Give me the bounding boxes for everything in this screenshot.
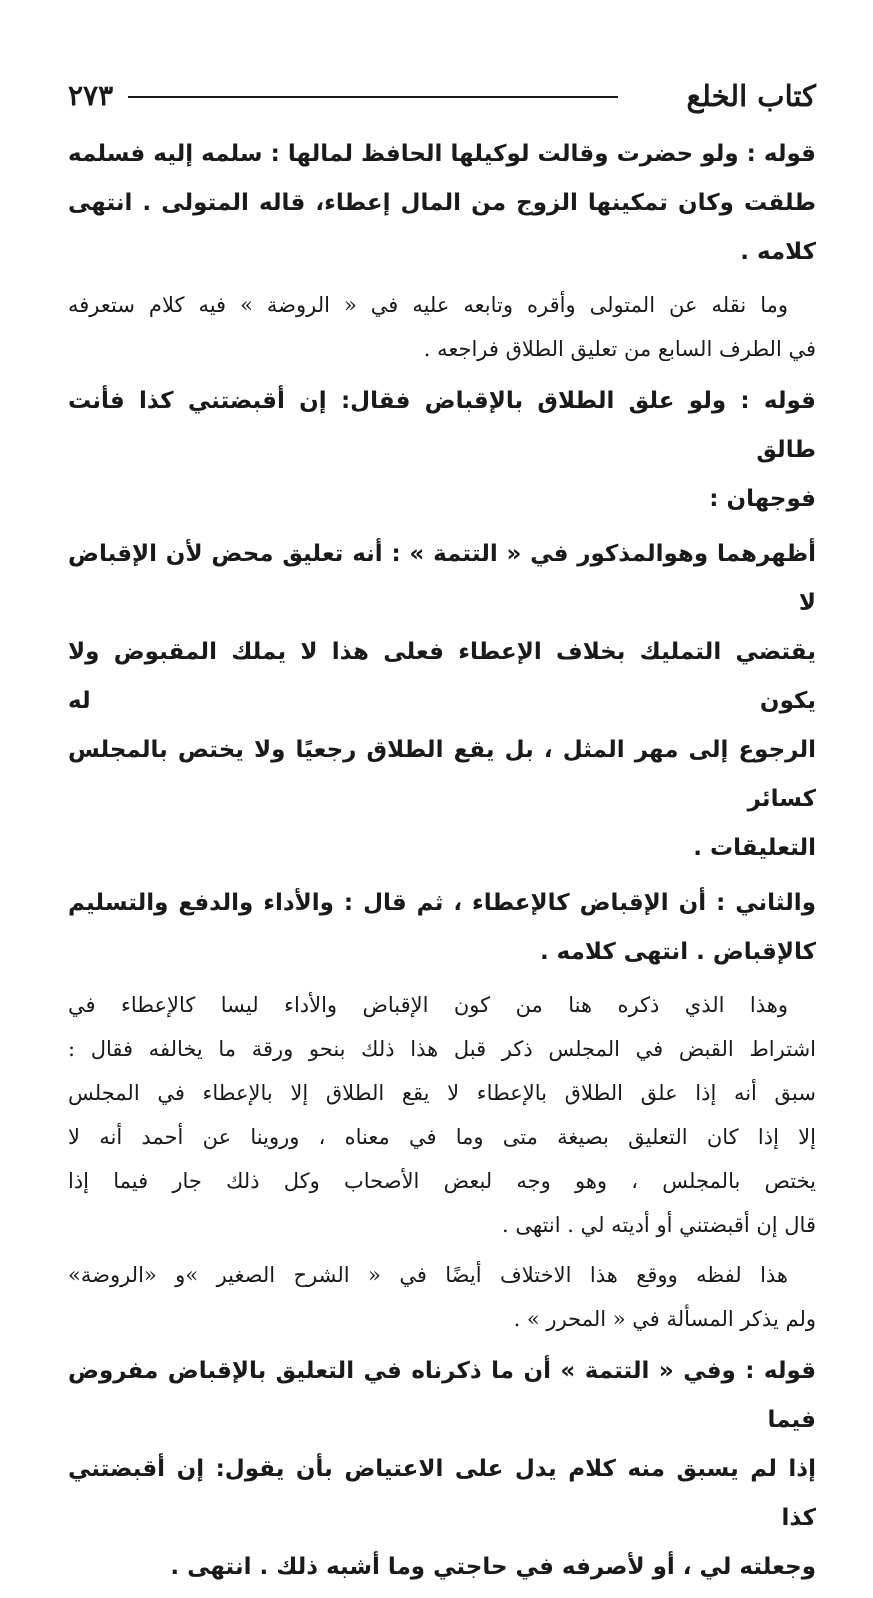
text-line: فوجهان : (709, 486, 816, 512)
text-line: التعليقات . (693, 835, 816, 861)
quoted-matn-paragraph (68, 130, 816, 277)
text-line: هذا لفظه ووقع هذا الاختلاف أيضًا في « الشرح الصغير »و «الروضة» (68, 1263, 788, 1287)
running-header (68, 76, 816, 130)
text-line: وجعلته لي ، أو لأصرفه في حاجتي وما أشبه ذلك . انتهى . (170, 1554, 816, 1580)
text-line: قوله : ولو علق الطلاق بالإقباض فقال: إن أقبضتني كذا فأنت طالق (68, 388, 816, 463)
book-page (68, 76, 816, 1598)
body-text (68, 130, 816, 1592)
text-line: قوله : ولو حضرت وقالت لوكيلها الحافظ لمالها : سلمه إليه فسلمه (68, 141, 816, 167)
quoted-matn-paragraph (68, 879, 816, 977)
commentary-paragraph (68, 983, 816, 1247)
quoted-matn-paragraph (68, 1347, 816, 1592)
quoted-matn-paragraph (68, 530, 816, 873)
text-line: ولم يذكر المسألة في « المحرر » . (513, 1307, 816, 1331)
commentary-paragraph (68, 1253, 816, 1341)
text-line: قوله : وفي « التتمة » أن ما ذكرناه في التعليق بالإقباض مفروض فيما (68, 1358, 816, 1433)
page-number: ٢٧٣ (68, 79, 114, 112)
running-title: كتاب الخلع (686, 79, 816, 113)
header-rule (128, 96, 618, 98)
text-line: في الطرف السابع من تعليق الطلاق فراجعه . (423, 337, 816, 361)
text-line: الرجوع إلى مهر المثل ، بل يقع الطلاق رجعيًا ولا يختص بالمجلس كسائر (68, 737, 816, 812)
text-line: كالإقباض . انتهى كلامه . (539, 939, 816, 965)
text-line: اشتراط القبض في المجلس ذكر قبل هذا ذلك بنحو ورقة ما يخالفه فقال : (68, 1037, 816, 1061)
text-line: يقتضي التمليك بخلاف الإعطاء فعلى هذا لا يملك المقبوض ولا يكون له (68, 639, 816, 714)
text-line: أظهرهما وهوالمذكور في « التتمة » : أنه تعليق محض لأن الإقباض لا (68, 541, 816, 616)
text-line: يختص بالمجلس ، وهو وجه لبعض الأصحاب وكل ذلك جار فيما إذا (68, 1169, 816, 1193)
text-line: والثاني : أن الإقباض كالإعطاء ، ثم قال : والأداء والدفع والتسليم (68, 890, 816, 916)
text-line: وهذا الذي ذكره هنا من كون الإقباض والأداء ليسا كالإعطاء في (68, 993, 788, 1017)
text-line: قال إن أقبضتني أو أديته لي . انتهى . (501, 1213, 816, 1237)
commentary-paragraph (68, 283, 816, 371)
text-line: طلقت وكان تمكينها الزوج من المال إعطاء، قاله المتولى . انتهى كلامه . (68, 190, 816, 265)
quoted-matn-paragraph (68, 377, 816, 524)
text-line: وما نقله عن المتولى وأقره وتابعه عليه في « الروضة » فيه كلام ستعرفه (68, 293, 788, 317)
text-line: إلا إذا كان التعليق بصيغة متى وما في معناه ، وروينا عن أحمد أنه لا (68, 1125, 816, 1149)
text-line: سبق أنه إذا علق الطلاق بالإعطاء لا يقع الطلاق إلا بالإعطاء في المجلس (68, 1081, 816, 1105)
text-line: إذا لم يسبق منه كلام يدل على الاعتياض بأن يقول: إن أقبضتني كذا (68, 1456, 816, 1531)
